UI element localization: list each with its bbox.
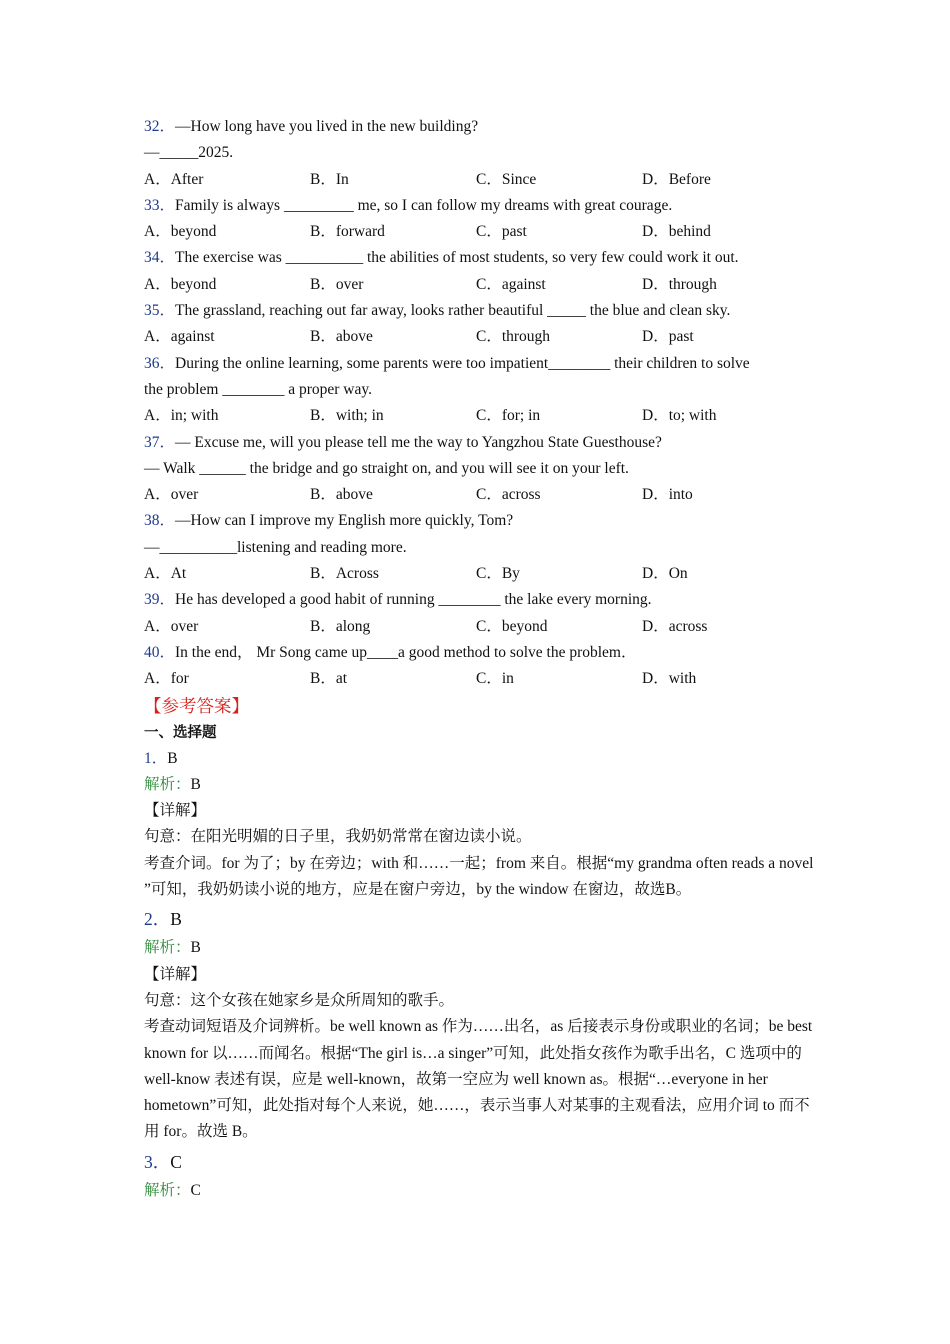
options-row	[144, 324, 814, 350]
option-d[interactable]: D．across	[642, 617, 708, 635]
option-b[interactable]: B．at	[310, 670, 348, 688]
option-b[interactable]: B．above	[310, 486, 373, 504]
answer-1	[144, 746, 814, 904]
analysis-label: 解析：	[144, 775, 191, 793]
analysis-label: 解析：	[144, 939, 191, 957]
option-a[interactable]: A．against	[144, 328, 215, 346]
question-number: 38．	[144, 512, 176, 530]
question-40	[144, 640, 814, 693]
question-number: 40．	[144, 643, 176, 661]
question-text: —_____2025.	[144, 144, 234, 162]
option-b[interactable]: B．Across	[310, 565, 379, 583]
option-d[interactable]: D．through	[642, 275, 717, 293]
option-d[interactable]: D．with	[642, 670, 697, 688]
option-c[interactable]: C．beyond	[476, 617, 548, 635]
answer-number: 2．	[144, 909, 171, 930]
option-b[interactable]: B．forward	[310, 223, 385, 241]
answer-letter: C	[170, 1151, 182, 1172]
option-a[interactable]: A．for	[144, 670, 189, 688]
answer-letter: B	[170, 909, 182, 930]
option-c[interactable]: C．through	[476, 328, 551, 346]
question-text: —__________listening and reading more.	[144, 538, 407, 556]
section-title: 一、选择题	[144, 724, 217, 741]
analysis-value: C	[190, 1181, 201, 1199]
option-b[interactable]: B．with; in	[310, 407, 384, 425]
option-c[interactable]: C．in	[476, 670, 514, 688]
option-a[interactable]: A．beyond	[144, 275, 217, 293]
explanation-paragraph: 句意：在阳光明媚的日子里，我奶奶常常在窗边读小说。	[144, 828, 532, 846]
question-text: Family is always _________ me, so I can follow my dreams with great courage.	[175, 196, 673, 214]
answer-3	[144, 1146, 814, 1204]
question-38	[144, 508, 814, 587]
question-text: the problem ________ a proper way.	[144, 380, 372, 398]
detail-label: 【详解】	[144, 802, 207, 820]
option-c[interactable]: C．for; in	[476, 407, 541, 425]
analysis-value: B	[190, 939, 201, 957]
options-row	[144, 272, 814, 298]
analysis-label: 解析：	[144, 1181, 191, 1199]
option-b[interactable]: B．In	[310, 170, 349, 188]
options-row	[144, 219, 814, 245]
option-d[interactable]: D．to; with	[642, 407, 717, 425]
question-33	[144, 193, 814, 246]
explanation-paragraph: 考查介词。for 为了；by 在旁边；with 和……一起；from 来自。根据“my grandma often reads a novel ”可知，我奶奶读小说的地方，应是在窗户旁边，by the window 在窗边，故选B。	[144, 854, 814, 899]
options-row	[144, 666, 814, 692]
question-32	[144, 114, 814, 193]
options-row	[144, 614, 814, 640]
question-text: —How long have you lived in the new building?	[175, 118, 479, 135]
option-d[interactable]: D．into	[642, 486, 693, 504]
question-text: — Excuse me, will you please tell me the way to Yangzhou State Guesthouse?	[175, 433, 662, 451]
option-a[interactable]: A．At	[144, 565, 187, 583]
question-text: —How can I improve my English more quickly, Tom?	[175, 512, 514, 530]
question-text: In the end， Mr Song came up____a good method to solve the problem．	[175, 643, 637, 661]
detail-label: 【详解】	[144, 965, 207, 983]
answer-number: 1．	[144, 749, 168, 767]
question-text: During the online learning, some parents were too impatient________ their children to solve	[175, 354, 750, 372]
question-text: — Walk ______ the bridge and go straight on, and you will see it on your left.	[144, 459, 629, 477]
question-number: 39．	[144, 591, 176, 609]
question-text: The grassland, reaching out far away, looks rather beautiful _____ the blue and clean sky.	[175, 302, 731, 320]
question-39	[144, 587, 814, 640]
analysis-value: B	[190, 775, 201, 793]
question-text: The exercise was __________ the abilities of most students, so very few could work it out.	[175, 249, 739, 267]
question-34	[144, 245, 814, 298]
question-number: 32．	[144, 118, 176, 135]
option-b[interactable]: B．along	[310, 617, 371, 635]
option-a[interactable]: A．over	[144, 617, 199, 635]
option-d[interactable]: D．Before	[642, 170, 711, 188]
option-d[interactable]: D．past	[642, 328, 694, 346]
document-page	[144, 114, 814, 1204]
question-number: 36．	[144, 354, 176, 372]
option-c[interactable]: C．By	[476, 565, 520, 583]
option-c[interactable]: C．Since	[476, 170, 537, 188]
option-c[interactable]: C．across	[476, 486, 541, 504]
option-a[interactable]: A．After	[144, 170, 204, 188]
option-c[interactable]: C．against	[476, 275, 546, 293]
answer-2	[144, 903, 814, 1145]
answer-header: 【参考答案】	[144, 695, 249, 716]
question-35	[144, 298, 814, 351]
option-a[interactable]: A．beyond	[144, 223, 217, 241]
option-c[interactable]: C．past	[476, 223, 527, 241]
option-a[interactable]: A．in; with	[144, 407, 219, 425]
question-36	[144, 351, 814, 430]
question-number: 34．	[144, 249, 176, 267]
question-number: 33．	[144, 196, 176, 214]
option-b[interactable]: B．above	[310, 328, 373, 346]
option-d[interactable]: D．On	[642, 565, 688, 583]
options-row	[144, 482, 814, 508]
answer-letter: B	[167, 749, 178, 767]
option-d[interactable]: D．behind	[642, 223, 711, 241]
answer-number: 3．	[144, 1151, 171, 1172]
option-a[interactable]: A．over	[144, 486, 199, 504]
question-number: 35．	[144, 302, 176, 320]
options-row	[144, 167, 814, 193]
option-b[interactable]: B．over	[310, 275, 364, 293]
question-text: He has developed a good habit of running ________ the lake every morning.	[175, 591, 652, 609]
question-37	[144, 430, 814, 509]
options-row	[144, 403, 814, 429]
explanation-paragraph: 句意：这个女孩在她家乡是众所周知的歌手。	[144, 991, 455, 1009]
question-number: 37．	[144, 433, 176, 451]
explanation-paragraph: 考查动词短语及介词辨析。be well known as 作为……出名，as 后接表示身份或职业的名词；be best known for 以……而闻名。根据“The girl is…a singer”可知，此处指女孩作为歌手出名，C 选项中的 well-know 表述有误，应是 well-known，故第一空应为 well known as。根据“…everyone in her hometown”可知，此处指对每个人来说，她……，表示当事人对某事的主观看法，应用介词 to 而不用 for。故选 B。	[144, 1018, 813, 1141]
options-row	[144, 561, 814, 587]
